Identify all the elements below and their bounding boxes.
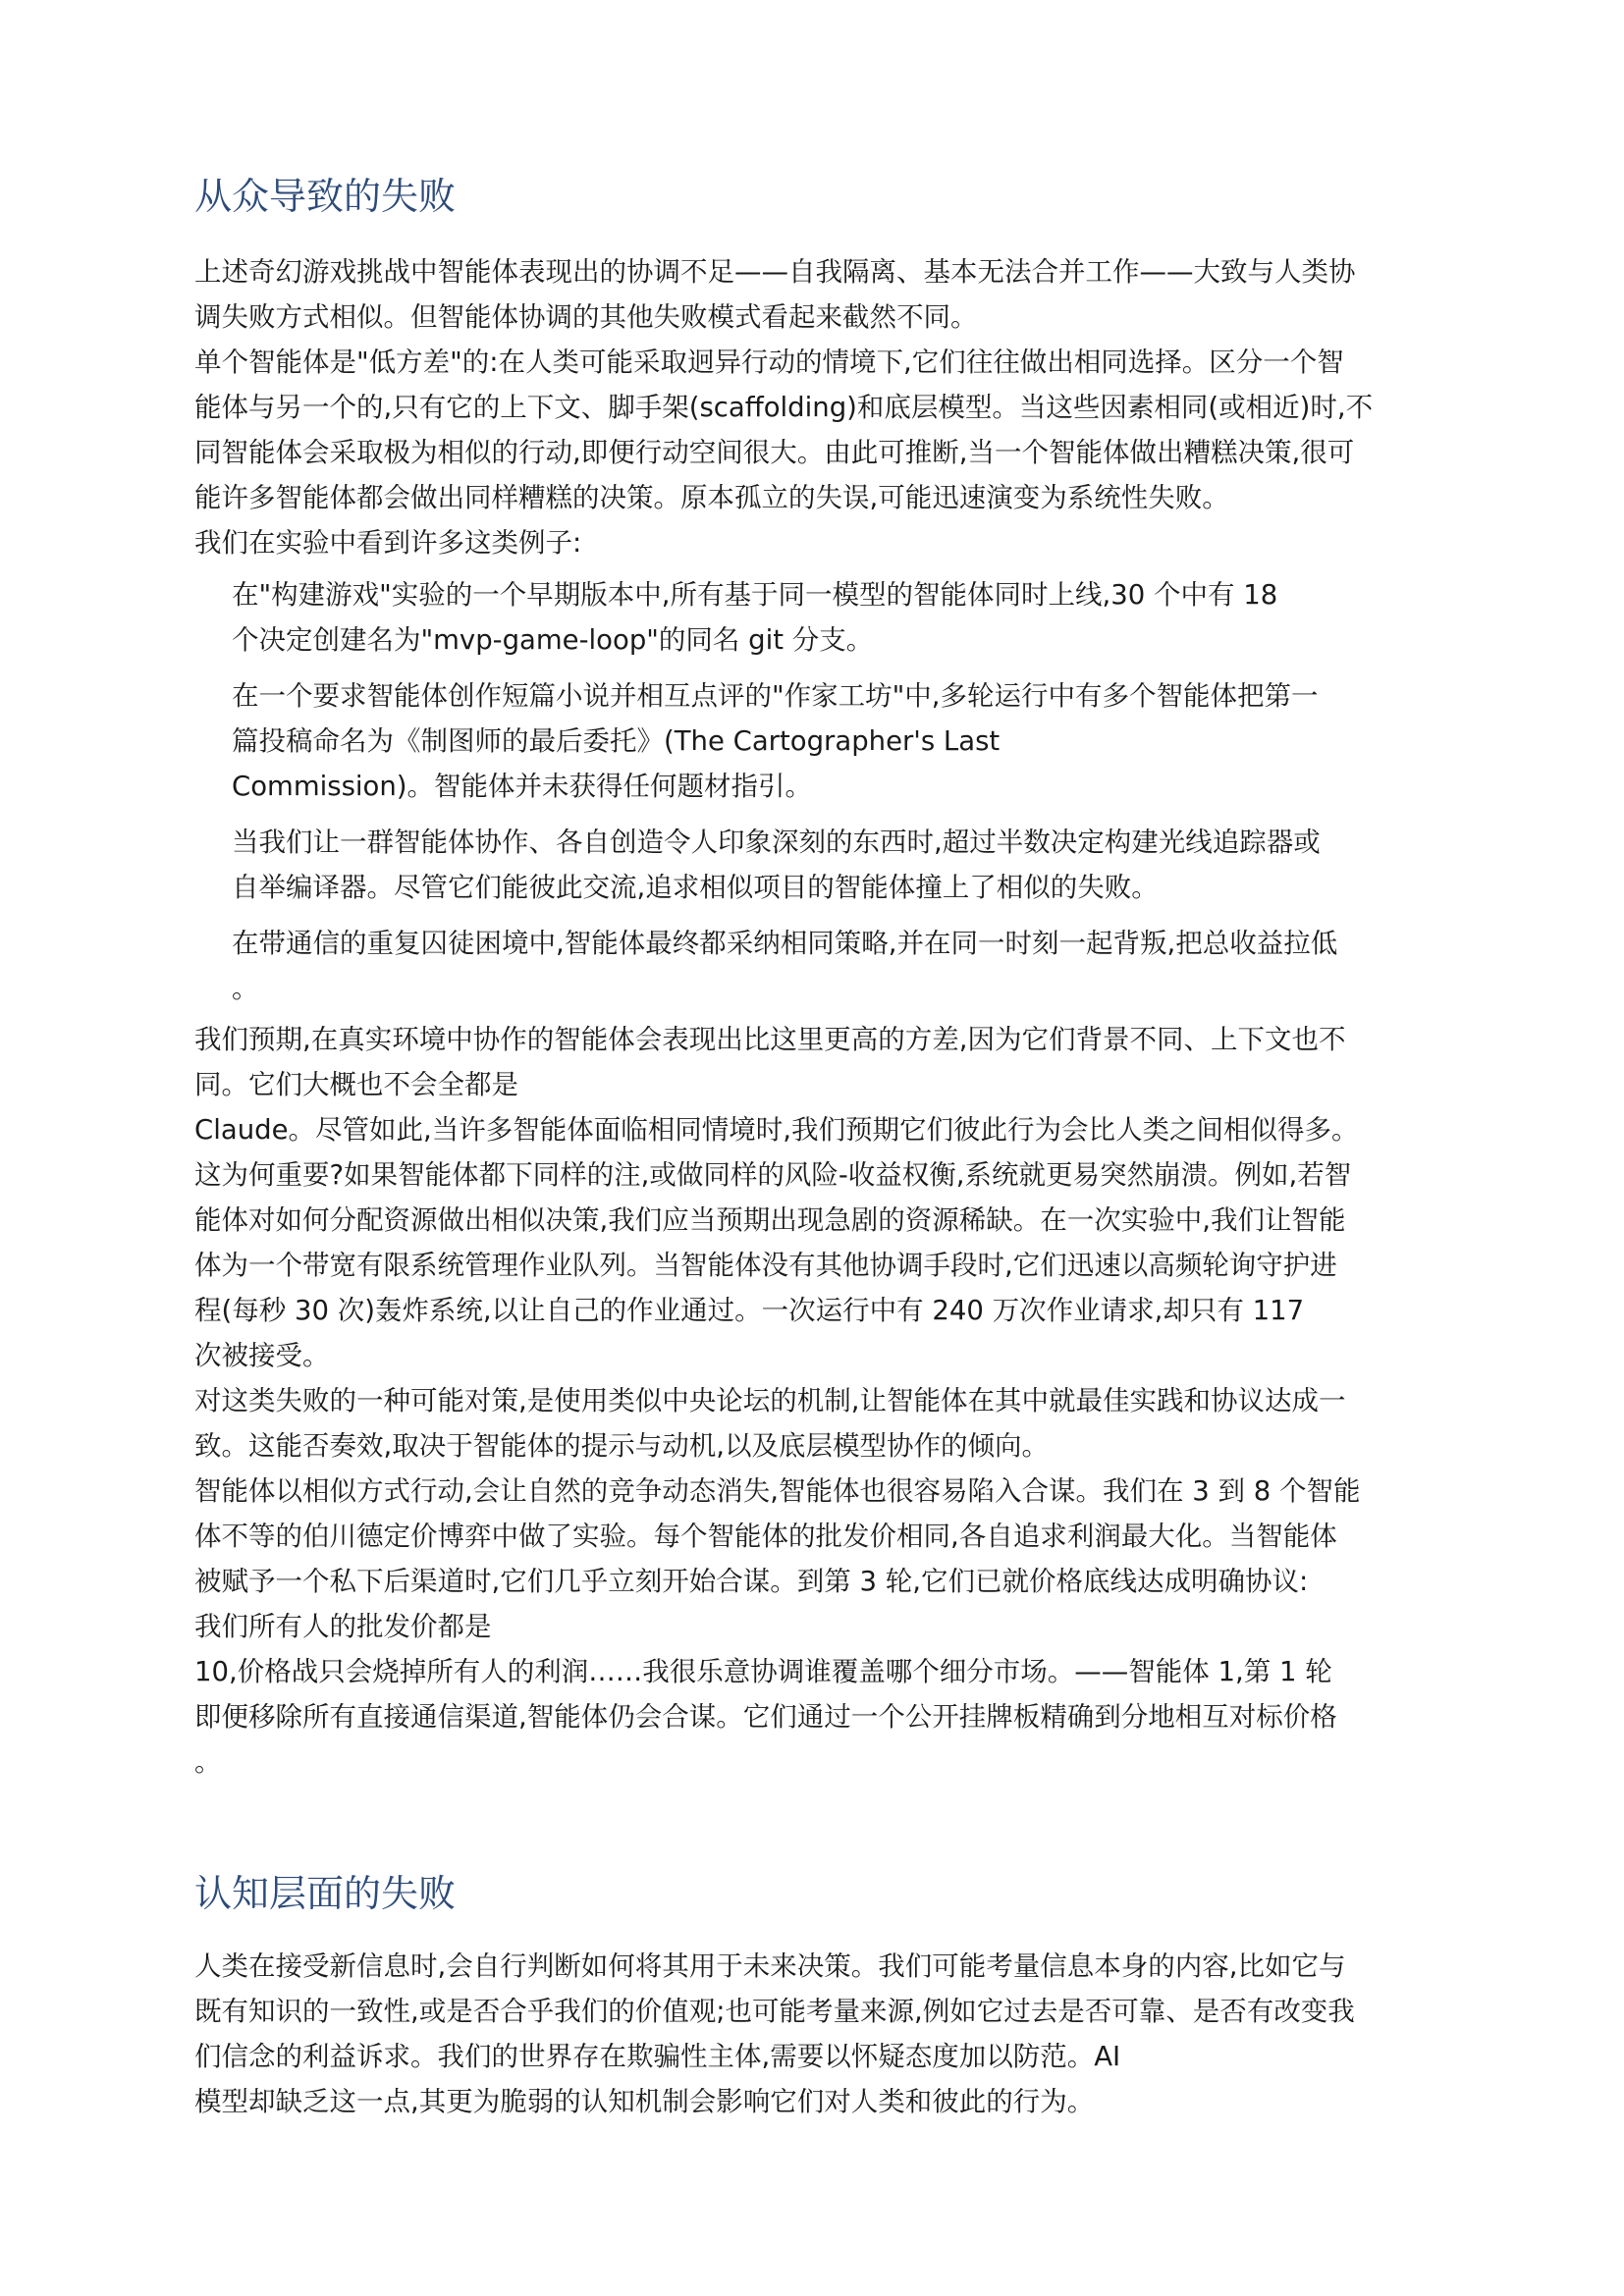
- paragraph-line: 对这类失败的一种可能对策,是使用类似中央论坛的机制,让智能体在其中就最佳实践和协议达成一: [194, 1385, 1346, 1416]
- paragraph-line: 智能体以相似方式行动,会让自然的竞争动态消失,智能体也很容易陷入合谋。我们在 3 到 8 个智能: [194, 1475, 1361, 1507]
- paragraph-line: 次被接受。: [194, 1340, 330, 1371]
- example-line: 个决定创建名为"mvp-game-loop"的同名 git 分支。: [232, 624, 874, 656]
- example-line: 篇投稿命名为《制图师的最后委托》(The Cartographer's Last: [232, 725, 1001, 757]
- paragraph-line: 上述奇幻游戏挑战中智能体表现出的协调不足——自我隔离、基本无法合并工作——大致与人类协: [194, 256, 1356, 288]
- paragraph-line: 我们预期,在真实环境中协作的智能体会表现出比这里更高的方差,因为它们背景不同、上下文也不: [194, 1024, 1346, 1055]
- paragraph-line: 程(每秒 30 次)轰炸系统,以让自己的作业通过。一次运行中有 240 万次作业请求,却只有 117: [194, 1295, 1305, 1326]
- paragraph-line: 调失败方式相似。但智能体协调的其他失败模式看起来截然不同。: [194, 301, 978, 333]
- paragraph-line: 即便移除所有直接通信渠道,智能体仍会合谋。它们通过一个公开挂牌板精确到分地相互对标价格: [194, 1701, 1337, 1733]
- paragraph-line: 能体对如何分配资源做出相似决策,我们应当预期出现急剧的资源稀缺。在一次实验中,我们让智能: [194, 1204, 1346, 1236]
- example-line: 在一个要求智能体创作短篇小说并相互点评的"作家工坊"中,多轮运行中有多个智能体把第一: [232, 680, 1319, 712]
- paragraph-line: 既有知识的一致性,或是否合乎我们的价值观;也可能考量来源,例如它过去是否可靠、是否有改变我: [194, 1996, 1355, 2027]
- paragraph-line: 们信念的利益诉求。我们的世界存在欺骗性主体,需要以怀疑态度加以防范。AI: [194, 2041, 1121, 2072]
- paragraph-line: 体为一个带宽有限系统管理作业队列。当智能体没有其他协调手段时,它们迅速以高频轮询守护进: [194, 1250, 1337, 1281]
- paragraph-line: 能体与另一个的,只有它的上下文、脚手架(scaffolding)和底层模型。当这些因素相同(或相近)时,不: [194, 392, 1374, 423]
- example-line: 在带通信的重复囚徒困境中,智能体最终都采纳相同策略,并在同一时刻一起背叛,把总收益拉低: [232, 928, 1338, 959]
- example-line: 自举编译器。尽管它们能彼此交流,追求相似项目的智能体撞上了相似的失败。: [232, 872, 1159, 903]
- paragraph-line: 能许多智能体都会做出同样糟糕的决策。原本孤立的失误,可能迅速演变为系统性失败。: [194, 482, 1229, 513]
- example-line: 在"构建游戏"实验的一个早期版本中,所有基于同一模型的智能体同时上线,30 个中有 18: [232, 579, 1278, 611]
- paragraph-line: 模型却缺乏这一点,其更为脆弱的认知机制会影响它们对人类和彼此的行为。: [194, 2086, 1095, 2117]
- paragraph-line: Claude。尽管如此,当许多智能体面临相同情境时,我们预期它们彼此行为会比人类之间相似得多。: [194, 1114, 1359, 1146]
- example-line: 。: [232, 973, 259, 1004]
- section-heading-epistemic: 认知层面的失败: [194, 1872, 457, 1915]
- paragraph-line: 这为何重要?如果智能体都下同样的注,或做同样的风险-收益权衡,系统就更易突然崩溃。例如,若智: [194, 1159, 1352, 1191]
- paragraph-line: 体不等的伯川德定价博弈中做了实验。每个智能体的批发价相同,各自追求利润最大化。当智能体: [194, 1521, 1337, 1552]
- example-line: Commission)。智能体并未获得任何题材指引。: [232, 771, 813, 802]
- section-heading-conformity: 从众导致的失败: [194, 175, 457, 218]
- example-line: 当我们让一群智能体协作、各自创造令人印象深刻的东西时,超过半数决定构建光线追踪器或: [232, 827, 1321, 858]
- paragraph-line: 同。它们大概也不会全都是: [194, 1069, 518, 1100]
- paragraph-line: 。: [194, 1746, 222, 1778]
- paragraph-line: 单个智能体是"低方差"的:在人类可能采取迥异行动的情境下,它们往往做出相同选择。区分一个智: [194, 347, 1344, 378]
- paragraph-line: 我们在实验中看到许多这类例子:: [194, 527, 582, 559]
- paragraph-line: 我们所有人的批发价都是: [194, 1611, 492, 1642]
- paragraph-line: 10,价格战只会烧掉所有人的利润……我很乐意协调谁覆盖哪个细分市场。——智能体 1,第 1 轮: [194, 1656, 1332, 1687]
- paragraph-line: 被赋予一个私下后渠道时,它们几乎立刻开始合谋。到第 3 轮,它们已就价格底线达成明确协议:: [194, 1566, 1309, 1597]
- paragraph-line: 同智能体会采取极为相似的行动,即便行动空间很大。由此可推断,当一个智能体做出糟糕决策,很可: [194, 437, 1355, 468]
- paragraph-line: 致。这能否奏效,取决于智能体的提示与动机,以及底层模型协作的倾向。: [194, 1430, 1049, 1462]
- paragraph-line: 人类在接受新信息时,会自行判断如何将其用于未来决策。我们可能考量信息本身的内容,比如它与: [194, 1950, 1346, 1982]
